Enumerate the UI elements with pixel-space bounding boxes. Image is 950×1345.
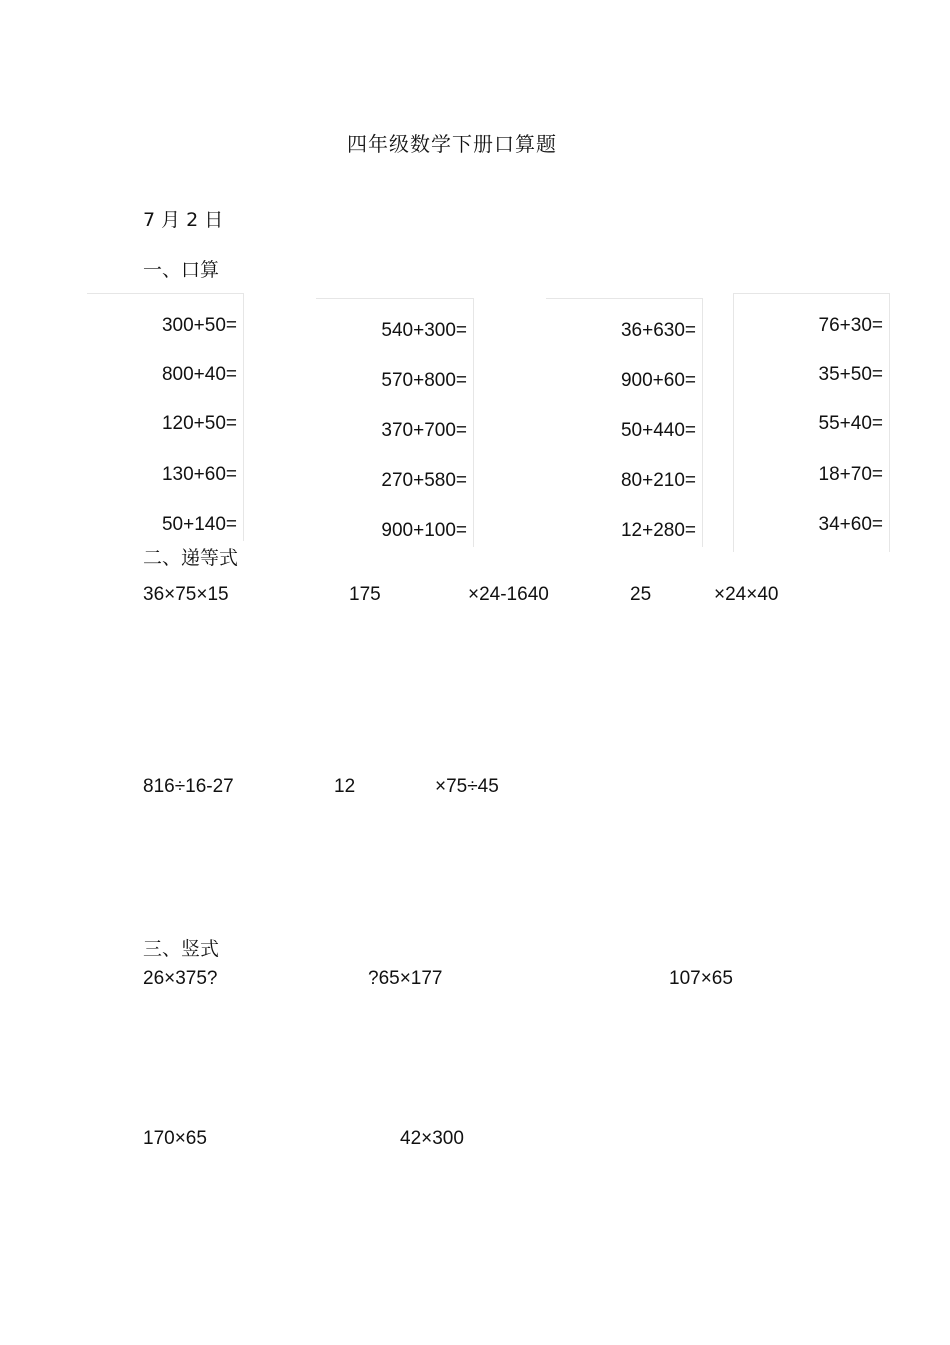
step-expression-part: 175 (349, 584, 381, 605)
oral-item: 570+800= (381, 370, 467, 391)
oral-item: 270+580= (381, 470, 467, 491)
step-expression-part: 12 (334, 776, 356, 797)
vertical-problem: 26×375? (143, 968, 218, 989)
section-3-heading: 三、竖式 (143, 938, 220, 960)
oral-column-4 (733, 293, 890, 552)
step-expression-part: 25 (630, 584, 652, 605)
oral-item: 800+40= (161, 364, 237, 385)
step-expression-part: 816÷16-27 (143, 776, 234, 797)
vertical-problem: 107×65 (669, 968, 733, 989)
oral-item: 12+280= (620, 520, 696, 541)
oral-item: 120+50= (161, 413, 237, 434)
step-expression-part: ×24-1640 (468, 584, 549, 605)
step-expression-part: ×24×40 (714, 584, 779, 605)
section-2-heading: 二、递等式 (143, 547, 239, 569)
oral-column-1 (87, 293, 244, 541)
oral-item: 540+300= (381, 320, 467, 341)
oral-item: 18+70= (818, 464, 883, 485)
oral-item: 35+50= (818, 364, 883, 385)
oral-item: 900+60= (620, 370, 696, 391)
vertical-problem: ?65×177 (368, 968, 443, 989)
vertical-problem: 42×300 (400, 1128, 464, 1149)
oral-item: 76+30= (818, 315, 883, 336)
oral-item: 370+700= (381, 420, 467, 441)
section-1-heading: 一、口算 (143, 259, 220, 281)
page-title: 四年级数学下册口算题 (347, 132, 557, 156)
oral-column-3 (546, 298, 703, 547)
oral-item: 50+140= (161, 514, 237, 535)
oral-item: 130+60= (161, 464, 237, 485)
oral-item: 34+60= (818, 514, 883, 535)
oral-item: 36+630= (620, 320, 696, 341)
oral-item: 900+100= (381, 520, 467, 541)
oral-item: 55+40= (818, 413, 883, 434)
step-expression-part: ×75÷45 (435, 776, 499, 797)
step-expression-part: 36×75×15 (143, 584, 229, 605)
oral-item: 300+50= (161, 315, 237, 336)
oral-column-2 (316, 298, 474, 547)
oral-item: 80+210= (620, 470, 696, 491)
vertical-problem: 170×65 (143, 1128, 207, 1149)
oral-item: 50+440= (620, 420, 696, 441)
date-label: 7 月 2 日 (143, 209, 224, 231)
